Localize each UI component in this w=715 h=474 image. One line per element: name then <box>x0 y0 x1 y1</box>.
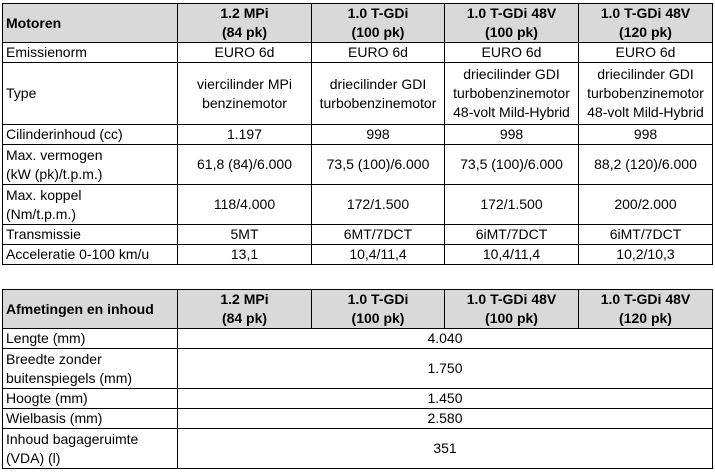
table-cell: 5MT <box>178 225 312 245</box>
table-cell: 4.040 <box>178 329 713 349</box>
table-cell: 6iMT/7DCT <box>445 225 579 245</box>
row-label: Acceleratie 0-100 km/u <box>3 245 178 265</box>
row-label: Transmissie <box>3 225 178 245</box>
table-header-row <box>3 290 713 329</box>
table-row <box>3 245 713 265</box>
table-cell: 1.197 <box>178 125 312 145</box>
row-label: Emissienorm <box>3 43 178 63</box>
table-cell: 88,2 (120)/6.000 <box>579 145 713 185</box>
table-cell: 2.580 <box>178 409 713 429</box>
row-label: Inhoud bagageruimte (VDA) (l) <box>3 429 178 469</box>
column-header: 1.0 T-GDi 48V (100 pk) <box>445 290 579 329</box>
column-header: 1.0 T-GDi (100 pk) <box>312 290 445 329</box>
dimensions-table <box>2 289 713 469</box>
table-row <box>3 125 713 145</box>
table-cell: 61,8 (84)/6.000 <box>178 145 312 185</box>
row-label: Wielbasis (mm) <box>3 409 178 429</box>
table-cell: 1.450 <box>178 389 713 409</box>
table-title: Afmetingen en inhoud <box>3 290 178 329</box>
table-cell: EURO 6d <box>312 43 445 63</box>
row-label: Cilinderinhoud (cc) <box>3 125 178 145</box>
row-label: Hoogte (mm) <box>3 389 178 409</box>
column-header: 1.2 MPi (84 pk) <box>178 4 312 43</box>
table-cell: driecilinder GDI turbobenzinemotor <box>312 63 445 125</box>
row-label: Max. vermogen (kW (pk)/t.p.m.) <box>3 145 178 185</box>
table-cell: 13,1 <box>178 245 312 265</box>
column-header: 1.2 MPi (84 pk) <box>178 290 312 329</box>
table-row <box>3 349 713 389</box>
table-row <box>3 389 713 409</box>
table-cell: 998 <box>312 125 445 145</box>
table-cell: viercilinder MPi benzinemotor <box>178 63 312 125</box>
table-row <box>3 409 713 429</box>
row-label: Breedte zonder buitenspiegels (mm) <box>3 349 178 389</box>
table-cell: 10,4/11,4 <box>312 245 445 265</box>
table-row <box>3 225 713 245</box>
table-cell: driecilinder GDI turbobenzinemotor 48-volt Mild-Hybrid <box>579 63 713 125</box>
table-row <box>3 429 713 469</box>
table-cell: EURO 6d <box>178 43 312 63</box>
table-cell: 200/2.000 <box>579 185 713 225</box>
row-label: Max. koppel (Nm/t.p.m.) <box>3 185 178 225</box>
row-label: Lengte (mm) <box>3 329 178 349</box>
table-row <box>3 329 713 349</box>
table-row <box>3 43 713 63</box>
table-header-row <box>3 4 713 43</box>
column-header: 1.0 T-GDi (100 pk) <box>312 4 445 43</box>
table-cell: 998 <box>579 125 713 145</box>
row-label: Type <box>3 63 178 125</box>
table-row <box>3 63 713 125</box>
table-cell: 73,5 (100)/6.000 <box>312 145 445 185</box>
table-cell: 10,4/11,4 <box>445 245 579 265</box>
table-cell: 6MT/7DCT <box>312 225 445 245</box>
column-header: 1.0 T-GDi 48V (120 pk) <box>579 290 713 329</box>
table-cell: 73,5 (100)/6.000 <box>445 145 579 185</box>
table-cell: 351 <box>178 429 713 469</box>
table-title: Motoren <box>3 4 178 43</box>
table-cell: 172/1.500 <box>312 185 445 225</box>
column-header: 1.0 T-GDi 48V (120 pk) <box>579 4 713 43</box>
table-cell: 10,2/10,3 <box>579 245 713 265</box>
table-cell: 172/1.500 <box>445 185 579 225</box>
table-cell: driecilinder GDI turbobenzinemotor 48-volt Mild-Hybrid <box>445 63 579 125</box>
motor-specs-table <box>2 3 713 265</box>
table-cell: 6iMT/7DCT <box>579 225 713 245</box>
table-cell: 118/4.000 <box>178 185 312 225</box>
table-cell: EURO 6d <box>445 43 579 63</box>
table-cell: 998 <box>445 125 579 145</box>
table-cell: EURO 6d <box>579 43 713 63</box>
table-row <box>3 145 713 185</box>
column-header: 1.0 T-GDi 48V (100 pk) <box>445 4 579 43</box>
table-cell: 1.750 <box>178 349 713 389</box>
table-row <box>3 185 713 225</box>
